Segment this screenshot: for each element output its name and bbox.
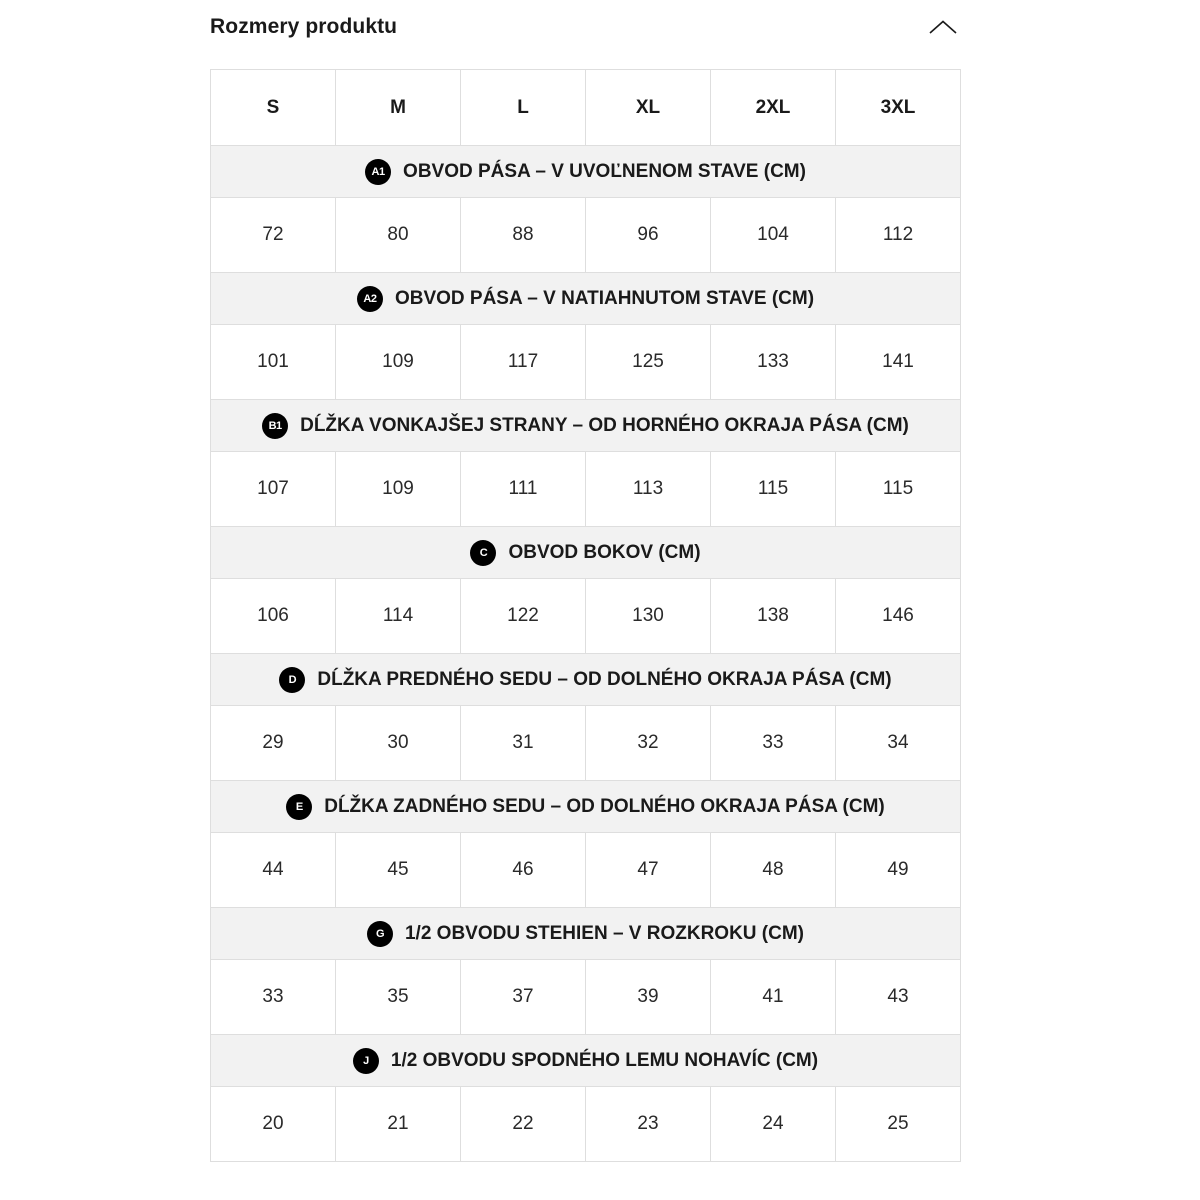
measurement-badge: G bbox=[367, 921, 393, 947]
measurement-values-row bbox=[211, 833, 961, 908]
measurement-values-row bbox=[211, 325, 961, 400]
measurement-section-cell bbox=[211, 400, 961, 452]
measurement-values-row bbox=[211, 706, 961, 781]
measurement-value-cell: 111 bbox=[461, 452, 586, 527]
measurement-value-cell: 138 bbox=[711, 579, 836, 654]
size-header-cell: 3XL bbox=[836, 70, 961, 146]
measurement-value-cell: 130 bbox=[586, 579, 711, 654]
measurement-badge: B1 bbox=[262, 413, 288, 439]
measurement-value-cell: 101 bbox=[211, 325, 336, 400]
size-header-cell: M bbox=[336, 70, 461, 146]
measurement-section-row bbox=[211, 1035, 961, 1087]
panel-title: Rozmery produktu bbox=[210, 14, 398, 38]
panel-header[interactable] bbox=[210, 0, 960, 54]
measurement-section-cell bbox=[211, 527, 961, 579]
measurement-value-cell: 106 bbox=[211, 579, 336, 654]
measurement-values-row bbox=[211, 452, 961, 527]
size-table bbox=[210, 69, 961, 1162]
measurement-value-cell: 33 bbox=[711, 706, 836, 781]
measurement-value-cell: 48 bbox=[711, 833, 836, 908]
measurement-badge: A2 bbox=[357, 286, 383, 312]
chevron-up-icon[interactable] bbox=[928, 17, 958, 37]
size-header-cell: XL bbox=[586, 70, 711, 146]
measurement-section-row bbox=[211, 146, 961, 198]
measurement-section-cell bbox=[211, 273, 961, 325]
measurement-value-cell: 35 bbox=[336, 960, 461, 1035]
measurement-value-cell: 133 bbox=[711, 325, 836, 400]
measurement-section-cell bbox=[211, 781, 961, 833]
measurement-value-cell: 146 bbox=[836, 579, 961, 654]
measurement-value-cell: 49 bbox=[836, 833, 961, 908]
measurement-value-cell: 21 bbox=[336, 1087, 461, 1162]
measurement-badge: A1 bbox=[365, 159, 391, 185]
measurement-badge: D bbox=[279, 667, 305, 693]
measurement-value-cell: 96 bbox=[586, 198, 711, 273]
measurement-value-cell: 114 bbox=[336, 579, 461, 654]
product-dimensions-panel bbox=[210, 0, 960, 1134]
measurement-value-cell: 43 bbox=[836, 960, 961, 1035]
measurement-value-cell: 29 bbox=[211, 706, 336, 781]
measurement-section-cell bbox=[211, 908, 961, 960]
measurement-label: DĹŽKA PREDNÉHO SEDU – OD DOLNÉHO OKRAJA PÁSA (CM) bbox=[317, 668, 892, 690]
measurement-value-cell: 115 bbox=[836, 452, 961, 527]
measurement-label: DĹŽKA ZADNÉHO SEDU – OD DOLNÉHO OKRAJA PÁSA (CM) bbox=[324, 795, 885, 817]
measurement-value-cell: 37 bbox=[461, 960, 586, 1035]
measurement-value-cell: 47 bbox=[586, 833, 711, 908]
size-header-cell: 2XL bbox=[711, 70, 836, 146]
measurement-value-cell: 46 bbox=[461, 833, 586, 908]
measurement-value-cell: 72 bbox=[211, 198, 336, 273]
measurement-section-row bbox=[211, 400, 961, 452]
measurement-section-row bbox=[211, 654, 961, 706]
measurement-value-cell: 45 bbox=[336, 833, 461, 908]
measurement-label: 1/2 OBVODU STEHIEN – V ROZKROKU (CM) bbox=[404, 922, 805, 944]
measurement-value-cell: 117 bbox=[461, 325, 586, 400]
measurement-value-cell: 107 bbox=[211, 452, 336, 527]
measurement-value-cell: 31 bbox=[461, 706, 586, 781]
measurement-values-row bbox=[211, 960, 961, 1035]
measurement-badge: E bbox=[286, 794, 312, 820]
measurement-label: DĹŽKA VONKAJŠEJ STRANY – OD HORNÉHO OKRAJA PÁSA (CM) bbox=[300, 414, 909, 436]
measurement-value-cell: 112 bbox=[836, 198, 961, 273]
measurement-value-cell: 44 bbox=[211, 833, 336, 908]
size-header-cell: L bbox=[461, 70, 586, 146]
measurement-value-cell: 23 bbox=[586, 1087, 711, 1162]
measurement-value-cell: 20 bbox=[211, 1087, 336, 1162]
size-header-cell: S bbox=[211, 70, 336, 146]
measurement-value-cell: 39 bbox=[586, 960, 711, 1035]
measurement-values-row bbox=[211, 198, 961, 273]
measurement-value-cell: 32 bbox=[586, 706, 711, 781]
measurement-values-row bbox=[211, 1087, 961, 1162]
measurement-value-cell: 122 bbox=[461, 579, 586, 654]
measurement-value-cell: 109 bbox=[336, 452, 461, 527]
measurement-value-cell: 22 bbox=[461, 1087, 586, 1162]
measurement-value-cell: 41 bbox=[711, 960, 836, 1035]
measurement-value-cell: 88 bbox=[461, 198, 586, 273]
measurement-value-cell: 33 bbox=[211, 960, 336, 1035]
measurement-label: 1/2 OBVODU SPODNÉHO LEMU NOHAVÍC (CM) bbox=[390, 1049, 819, 1071]
measurement-section-row bbox=[211, 273, 961, 325]
measurement-section-cell bbox=[211, 654, 961, 706]
measurement-value-cell: 125 bbox=[586, 325, 711, 400]
measurement-value-cell: 30 bbox=[336, 706, 461, 781]
measurement-section-row bbox=[211, 781, 961, 833]
measurement-value-cell: 80 bbox=[336, 198, 461, 273]
measurement-section-cell bbox=[211, 1035, 961, 1087]
measurement-section-row bbox=[211, 527, 961, 579]
measurement-label: OBVOD PÁSA – V UVOĽNENOM STAVE (CM) bbox=[403, 160, 806, 182]
measurement-value-cell: 113 bbox=[586, 452, 711, 527]
measurement-badge: J bbox=[353, 1048, 379, 1074]
measurement-label: OBVOD BOKOV (CM) bbox=[508, 541, 701, 563]
measurement-label: OBVOD PÁSA – V NATIAHNUTOM STAVE (CM) bbox=[394, 287, 815, 309]
measurement-value-cell: 104 bbox=[711, 198, 836, 273]
measurement-value-cell: 109 bbox=[336, 325, 461, 400]
measurement-value-cell: 25 bbox=[836, 1087, 961, 1162]
measurement-section-cell bbox=[211, 146, 961, 198]
measurement-value-cell: 34 bbox=[836, 706, 961, 781]
measurement-value-cell: 115 bbox=[711, 452, 836, 527]
measurement-value-cell: 141 bbox=[836, 325, 961, 400]
measurement-badge: C bbox=[470, 540, 496, 566]
measurement-value-cell: 24 bbox=[711, 1087, 836, 1162]
measurement-section-row bbox=[211, 908, 961, 960]
measurement-values-row bbox=[211, 579, 961, 654]
size-header-row bbox=[211, 70, 961, 146]
